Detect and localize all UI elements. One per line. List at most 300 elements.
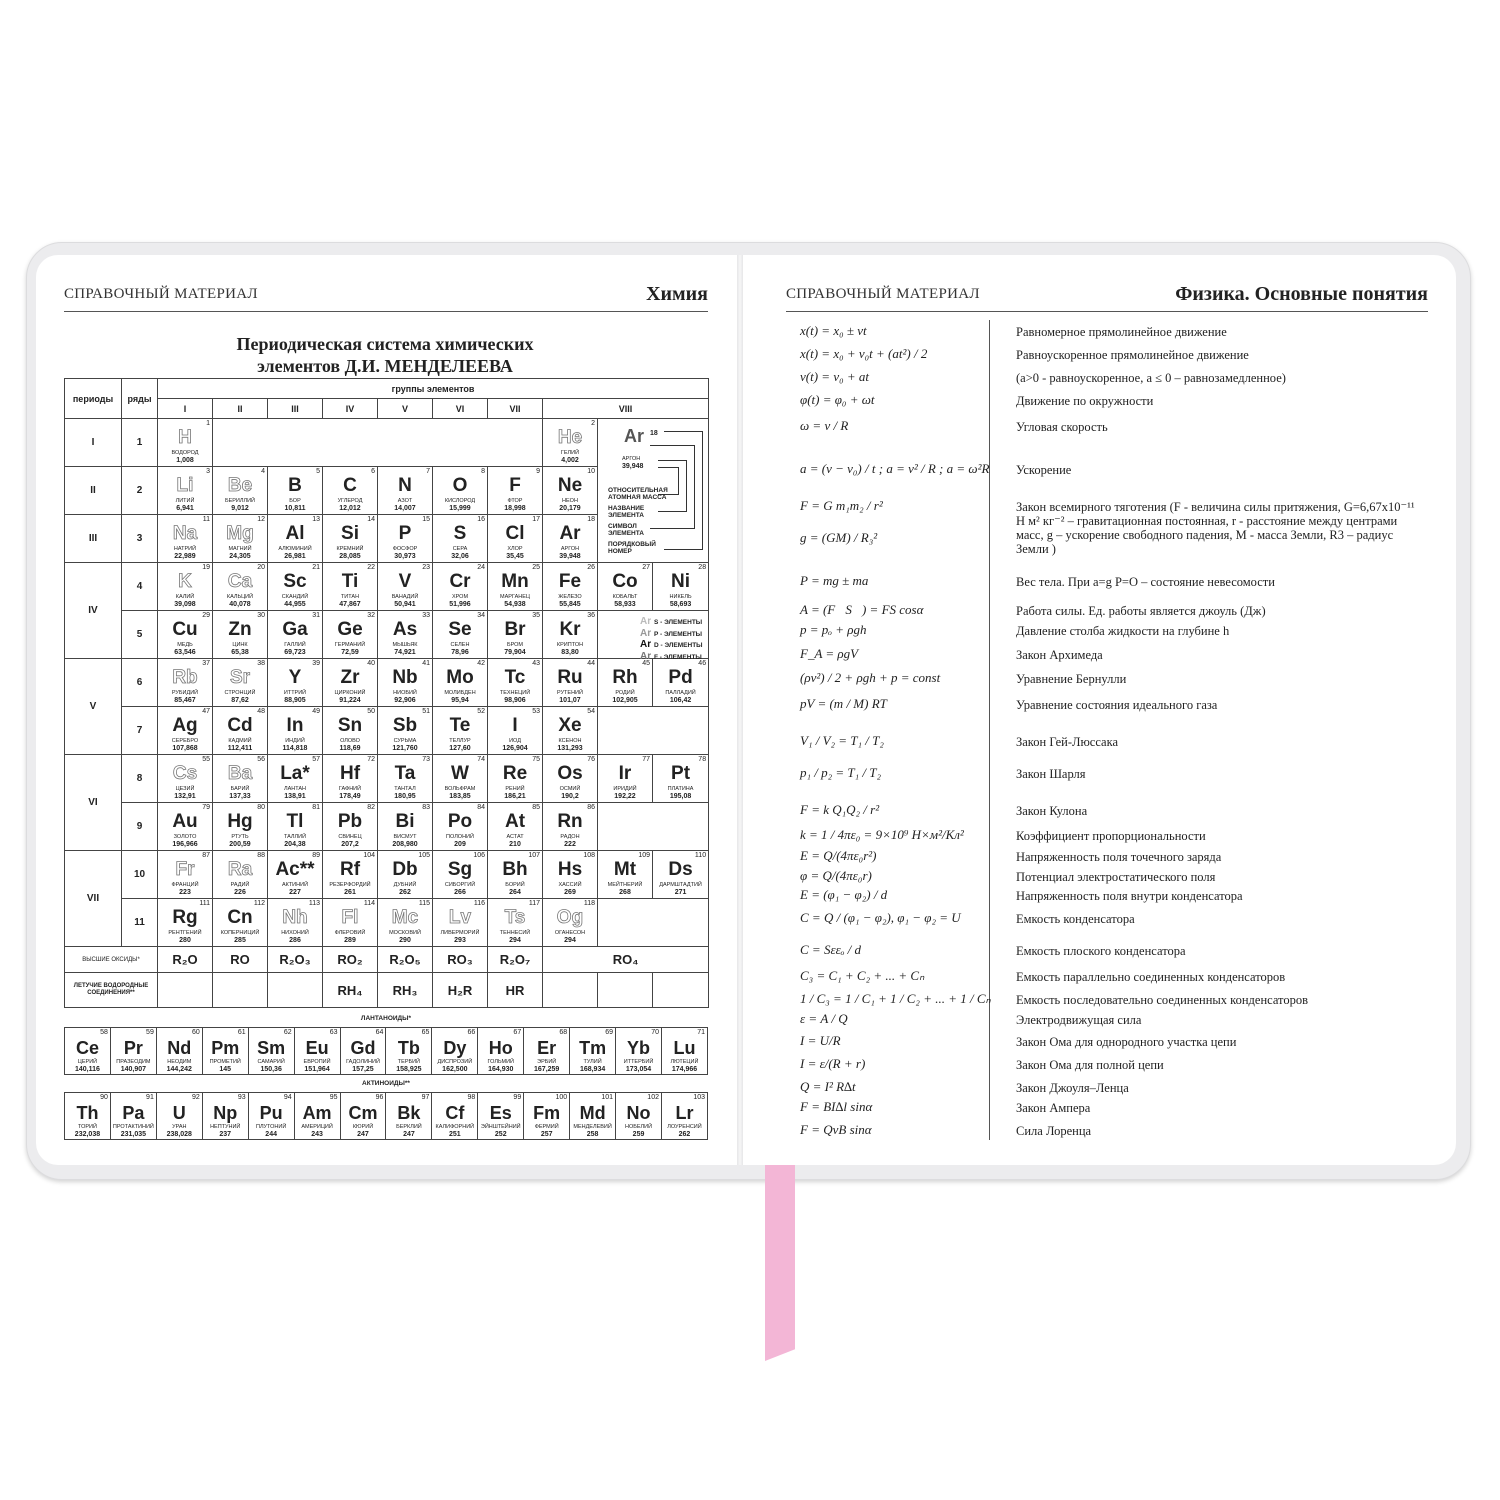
element-symbol: Ca xyxy=(227,571,253,592)
element-cell xyxy=(543,851,598,899)
element-symbol: Np xyxy=(213,1103,238,1123)
element-cell xyxy=(213,707,268,755)
element-symbol: Ho xyxy=(488,1038,513,1058)
row-label: 2 xyxy=(122,467,158,515)
element-cell xyxy=(598,755,653,803)
element-name: ГАДОЛИНИЙ xyxy=(346,1059,380,1065)
element-name: АЛЮМИНИЙ xyxy=(278,546,312,552)
element-mass: 55,845 xyxy=(559,601,581,608)
element-mass: 137,33 xyxy=(229,793,251,800)
type-symbol: Ar xyxy=(640,627,652,639)
element-number: 87 xyxy=(202,852,210,859)
element-cell xyxy=(213,563,268,611)
element-symbol: Gd xyxy=(350,1038,376,1058)
element-name: КСЕНОН xyxy=(558,738,582,744)
type-symbol: Ar xyxy=(640,616,652,627)
periods-header: периоды xyxy=(65,379,122,419)
physics-description: Давление столба жидкости на глубине h xyxy=(1016,624,1230,638)
element-number: 15 xyxy=(422,516,430,523)
physics-formula: p = pₒ + ρgh xyxy=(800,622,867,637)
physics-description: Сила Лоренца xyxy=(1016,1124,1092,1138)
element-box xyxy=(616,1028,661,1074)
element-cell xyxy=(598,563,653,611)
actinides-label: АКТИНОИДЫ** xyxy=(362,1080,410,1087)
physics-formula: 1 / C₃ = 1 / C₁ + 1 / C₂ + ... + 1 / Cₙ xyxy=(800,991,991,1006)
right-section-label: СПРАВОЧНЫЙ МАТЕРИАЛ xyxy=(786,286,980,302)
element-mass: 69,723 xyxy=(284,649,306,656)
left-section-label: СПРАВОЧНЫЙ МАТЕРИАЛ xyxy=(64,286,258,302)
element-cell xyxy=(323,659,378,707)
bookmark-ribbon[interactable] xyxy=(765,1165,795,1361)
element-mass: 107,868 xyxy=(172,745,198,752)
element-mass: 178,49 xyxy=(339,793,361,800)
element-number: 78 xyxy=(698,756,707,763)
element-mass: 251 xyxy=(448,1131,461,1138)
element-mass: 114,818 xyxy=(282,745,308,752)
oxide-formula: RO xyxy=(213,947,268,973)
element-cell xyxy=(378,467,433,515)
element-number: 108 xyxy=(583,852,595,859)
element-symbol: Se xyxy=(448,619,472,640)
right-subject-title: Физика. Основные понятия xyxy=(1175,283,1428,305)
element-box xyxy=(543,851,597,898)
physics-formula: pV = (m / M) RT xyxy=(800,696,887,711)
element-cell xyxy=(323,851,378,899)
element-mass: 24,305 xyxy=(229,553,251,560)
element-cell xyxy=(478,1093,524,1140)
element-mass: 58,693 xyxy=(669,601,692,608)
element-cell xyxy=(378,899,433,947)
element-name: ГЕРМАНИЙ xyxy=(334,642,366,648)
element-number: 12 xyxy=(257,516,265,523)
element-cell xyxy=(378,851,433,899)
element-number: 10 xyxy=(587,468,595,475)
element-symbol: Sg xyxy=(447,859,473,880)
element-number: 34 xyxy=(477,612,485,619)
element-symbol: P xyxy=(398,523,412,544)
element-name: ТОРИЙ xyxy=(77,1124,97,1130)
element-symbol: Sm xyxy=(257,1038,286,1058)
element-number: 89 xyxy=(312,852,320,859)
element-cell xyxy=(158,467,213,515)
element-number: 109 xyxy=(638,852,650,859)
element-number: 47 xyxy=(202,708,210,715)
group-header: I xyxy=(158,399,213,419)
left-subject-title: Химия xyxy=(646,283,708,305)
element-box xyxy=(653,755,708,802)
element-symbol: Cr xyxy=(449,571,471,592)
element-box xyxy=(570,1093,615,1139)
element-box xyxy=(433,707,487,754)
physics-formula: I = ε/(R + r) xyxy=(800,1056,866,1071)
periodic-table-title xyxy=(160,333,610,377)
element-box xyxy=(543,659,597,706)
element-symbol: Fm xyxy=(533,1103,561,1123)
element-name: ТЕЛЛУР xyxy=(449,738,471,744)
element-symbol: Hf xyxy=(339,763,361,784)
element-symbol: Sn xyxy=(337,715,363,736)
element-name: РАДОН xyxy=(560,834,580,840)
element-symbol: Ce xyxy=(75,1038,99,1058)
element-mass: 158,925 xyxy=(396,1066,422,1073)
element-name: ДИСПРОЗИЙ xyxy=(437,1059,473,1065)
physics-formula: (ρv²) / 2 + ρgh + p = const xyxy=(800,670,941,685)
element-name: МАГНИЙ xyxy=(228,546,252,552)
element-number: 56 xyxy=(257,756,265,763)
element-symbol: Pa xyxy=(122,1103,145,1123)
element-number: 114 xyxy=(363,900,375,907)
legend-number: 18 xyxy=(650,430,658,437)
element-symbol: No xyxy=(626,1103,651,1123)
element-name: МЫШЬЯК xyxy=(392,642,418,648)
physics-formula: Q = I² R∆t xyxy=(800,1079,856,1094)
element-symbol: Cn xyxy=(227,907,253,928)
row-label: 11 xyxy=(122,899,158,947)
element-cell xyxy=(213,611,268,659)
element-cell xyxy=(158,899,213,947)
element-box xyxy=(378,659,432,706)
element-number: 41 xyxy=(422,660,430,667)
physics-description: Равноускоренное прямолинейное движение xyxy=(1016,348,1249,362)
hydride-formula xyxy=(158,973,213,1008)
row-label: 10 xyxy=(122,851,158,899)
type-label: F - ЭЛЕМЕНТЫ xyxy=(654,653,702,661)
element-name: ЭЙНШТЕЙНИЙ xyxy=(480,1124,521,1130)
element-mass: 186,21 xyxy=(504,793,526,800)
oxide-formula: RO₃ xyxy=(433,947,488,973)
element-cell xyxy=(432,1028,478,1075)
element-mass: 6,941 xyxy=(176,505,194,512)
element-number: 26 xyxy=(587,564,595,571)
element-mass: 102,905 xyxy=(612,697,638,704)
lanthanides-label: ЛАНТАНОИДЫ* xyxy=(360,1015,412,1022)
physics-description: Закон Шарля xyxy=(1016,767,1086,781)
element-symbol: Pt xyxy=(671,763,691,784)
element-box xyxy=(433,515,487,562)
physics-description: Закон Архимеда xyxy=(1016,648,1103,662)
element-box xyxy=(268,755,322,802)
element-box xyxy=(295,1028,340,1074)
element-mass: 14,007 xyxy=(394,505,416,512)
element-box xyxy=(543,707,597,754)
element-name: ТЕННЕСИЙ xyxy=(499,930,531,936)
element-mass: 95,94 xyxy=(451,697,469,704)
element-box xyxy=(323,563,377,610)
element-name: ЛИТИЙ xyxy=(175,498,195,504)
element-number: 80 xyxy=(257,804,265,811)
hydride-formula xyxy=(268,973,323,1008)
element-box xyxy=(268,467,322,514)
element-number: 6 xyxy=(371,468,375,475)
element-name: МОСКОВИЙ xyxy=(389,930,421,936)
element-symbol: Si xyxy=(341,523,359,544)
element-symbol: Zr xyxy=(340,667,360,688)
element-symbol: Be xyxy=(227,475,253,496)
element-symbol: Fl xyxy=(341,907,359,928)
element-cell xyxy=(570,1093,616,1140)
element-symbol: Lu xyxy=(673,1038,696,1058)
element-box xyxy=(488,611,542,658)
element-number: 35 xyxy=(532,612,540,619)
element-mass: 290 xyxy=(399,937,411,944)
hydride-formula xyxy=(653,973,709,1008)
element-symbol: Yb xyxy=(627,1038,651,1058)
element-box xyxy=(433,899,487,946)
element-name: ХАССИЙ xyxy=(558,882,582,888)
physics-formula: a = (v − v₀) / t ; a = v² / R ; a = ω²R xyxy=(800,461,990,476)
element-box xyxy=(488,755,542,802)
element-number: 39 xyxy=(312,660,320,667)
element-name: КАДМИЙ xyxy=(228,738,252,744)
period-label: II xyxy=(65,467,122,515)
physics-formula: φ(t) = φ₀ + ωt xyxy=(800,392,875,407)
element-name: ЦЕРИЙ xyxy=(77,1059,98,1065)
element-mass: 85,467 xyxy=(174,697,196,704)
element-number: 31 xyxy=(312,612,320,619)
element-number: 46 xyxy=(698,660,707,667)
physics-description: Вес тела. При a=g P=O – состояние невесомости xyxy=(1016,575,1275,589)
element-name: ФЛЕРОВИЙ xyxy=(334,930,366,936)
element-symbol: Zn xyxy=(228,619,252,640)
element-cell xyxy=(433,611,488,659)
element-symbol: Og xyxy=(556,907,584,928)
element-name: ЦИНК xyxy=(232,642,248,648)
element-name: ЦЕЗИЙ xyxy=(175,786,195,792)
element-name: РОДИЙ xyxy=(615,690,635,696)
element-name: ДАРМШТАДТИЙ xyxy=(659,882,702,888)
element-symbol: Cs xyxy=(172,763,198,784)
element-symbol: Mg xyxy=(226,523,254,544)
element-symbol: Br xyxy=(504,619,526,640)
element-name: КОБАЛЬТ xyxy=(612,594,638,600)
element-number: 104 xyxy=(363,852,375,859)
element-cell xyxy=(156,1093,202,1140)
element-symbol: Cl xyxy=(505,523,525,544)
element-mass: 132,91 xyxy=(174,793,196,800)
element-number: 116 xyxy=(473,900,485,907)
element-symbol: O xyxy=(452,475,468,496)
element-name: МЕЙТНЕРИЙ xyxy=(607,882,643,888)
element-mass: 192,22 xyxy=(614,793,636,800)
element-mass: 294 xyxy=(564,937,576,944)
element-symbol: Rn xyxy=(557,811,583,832)
physics-formula: F = QvB sinα xyxy=(800,1122,872,1137)
element-box xyxy=(598,851,652,898)
element-cell xyxy=(543,515,598,563)
type-label: P - ЭЛЕМЕНТЫ xyxy=(654,630,703,638)
element-name: КОПЕРНИЦИЙ xyxy=(220,930,260,936)
element-name: МЕНДЕЛЕВИЙ xyxy=(573,1124,612,1130)
element-symbol: Ru xyxy=(557,667,583,688)
group-header: VI xyxy=(433,399,488,419)
element-mass: 262 xyxy=(678,1131,691,1138)
element-symbol: Te xyxy=(449,715,471,736)
element-number: 53 xyxy=(532,708,540,715)
element-box xyxy=(323,515,377,562)
element-symbol: Sb xyxy=(392,715,418,736)
rows-header: ряды xyxy=(122,379,158,419)
element-number: 65 xyxy=(421,1029,430,1036)
element-number: 99 xyxy=(513,1094,522,1101)
element-cell xyxy=(158,755,213,803)
element-symbol: Mc xyxy=(391,907,419,928)
element-number: 16 xyxy=(477,516,485,523)
element-mass: 98,906 xyxy=(504,697,526,704)
element-box xyxy=(213,899,267,946)
element-number: 83 xyxy=(422,804,430,811)
element-name: МАРГАНЕЦ xyxy=(500,594,530,600)
period-label: VII xyxy=(65,851,122,947)
element-cell xyxy=(488,659,543,707)
element-symbol: K xyxy=(178,571,192,592)
physics-description: Движение по окружности xyxy=(1016,394,1154,408)
element-box xyxy=(268,707,322,754)
element-name: СИБОРГИЙ xyxy=(444,882,476,888)
element-number: 111 xyxy=(199,900,210,907)
element-name: ФЕРМИЙ xyxy=(534,1124,559,1130)
element-box xyxy=(158,419,212,466)
element-mass: 280 xyxy=(179,937,191,944)
element-box xyxy=(570,1028,615,1074)
element-name: ТУЛИЙ xyxy=(583,1059,602,1065)
left-header-rule xyxy=(64,311,708,312)
element-symbol: Er xyxy=(537,1038,557,1058)
element-mass: 261 xyxy=(344,889,356,896)
element-cell xyxy=(294,1028,340,1075)
element-cell xyxy=(158,515,213,563)
element-cell xyxy=(433,851,488,899)
element-number: 77 xyxy=(642,756,650,763)
element-symbol: Ge xyxy=(337,619,363,640)
element-name: СЕРА xyxy=(452,546,468,552)
element-symbol: Po xyxy=(447,811,473,832)
element-name: ИТТРИЙ xyxy=(283,690,307,696)
element-number: 49 xyxy=(312,708,320,715)
element-name: ЛАНТАН xyxy=(283,786,307,792)
physics-formula: F = k Q₁Q₂ / r² xyxy=(800,802,880,817)
element-symbol: S xyxy=(453,523,467,544)
physics-formula: ε = A / Q xyxy=(800,1011,848,1026)
element-cell xyxy=(598,851,653,899)
element-cell xyxy=(661,1093,707,1140)
element-name: НИХОНИЙ xyxy=(281,930,309,936)
element-box xyxy=(323,899,377,946)
element-box xyxy=(158,803,212,850)
element-box xyxy=(488,659,542,706)
element-number: 63 xyxy=(329,1029,338,1036)
element-symbol: At xyxy=(504,811,526,832)
element-cell xyxy=(268,707,323,755)
element-box xyxy=(213,707,267,754)
element-name: ФТОР xyxy=(507,498,523,504)
element-mass: 269 xyxy=(564,889,576,896)
element-symbol: Pd xyxy=(668,667,693,688)
element-symbol: W xyxy=(451,763,469,784)
element-symbol: Nh xyxy=(282,907,308,928)
element-mass: 243 xyxy=(311,1131,323,1138)
physics-description: Закон всемирного тяготения (F - величина силы притяжения, G=6,67x10⁻¹¹ Н м² кг⁻² – гравитационная постоянная, r - расстояние между центрами масс, g – ускорение свободного падения, M - масса Земли, R3 – радиус Земли ) xyxy=(1016,500,1415,556)
element-symbol: Cf xyxy=(445,1103,465,1123)
element-mass: 65,38 xyxy=(231,649,249,656)
element-cell xyxy=(488,899,543,947)
element-mass: 58,933 xyxy=(614,601,636,608)
element-name: ГАЛЛИЙ xyxy=(284,642,306,648)
element-box xyxy=(478,1093,523,1139)
element-cell xyxy=(268,803,323,851)
element-cell xyxy=(488,755,543,803)
element-symbol: Tb xyxy=(397,1038,420,1058)
element-mass: 138,91 xyxy=(284,793,306,800)
physics-formula: ω = v / R xyxy=(800,418,849,433)
element-cell xyxy=(323,515,378,563)
element-box xyxy=(433,563,487,610)
element-number: 105 xyxy=(418,852,430,859)
element-mass: 180,95 xyxy=(394,793,416,800)
element-name: ЛИВЕРМОРИЙ xyxy=(440,930,480,936)
element-mass: 200,59 xyxy=(229,841,251,848)
element-number: 28 xyxy=(698,564,707,571)
element-mass: 293 xyxy=(454,937,466,944)
groups-header: группы элементов xyxy=(158,379,709,399)
element-box xyxy=(158,899,212,946)
element-mass: 101,07 xyxy=(559,697,581,704)
element-number: 86 xyxy=(587,804,595,811)
physics-formula: F = G m₁m₂ / r² xyxy=(800,498,883,513)
element-name: ТЕРБИЙ xyxy=(397,1059,421,1065)
element-box xyxy=(433,851,487,898)
element-cell xyxy=(323,803,378,851)
element-symbol: Os xyxy=(557,763,583,784)
formula-column-divider xyxy=(989,320,990,1140)
element-number: 43 xyxy=(532,660,540,667)
element-cell xyxy=(433,707,488,755)
element-symbol: Xe xyxy=(558,715,582,736)
element-cell xyxy=(653,851,709,899)
element-box xyxy=(268,851,322,898)
element-box xyxy=(268,611,322,658)
group-header: VII xyxy=(488,399,543,419)
element-cell xyxy=(433,659,488,707)
element-number: 106 xyxy=(473,852,485,859)
element-symbol: Eu xyxy=(305,1038,329,1058)
element-name: НОБЕЛИЙ xyxy=(625,1124,653,1130)
element-mass: 289 xyxy=(344,937,356,944)
element-box xyxy=(268,803,322,850)
element-symbol: Ba xyxy=(227,763,253,784)
element-number: 117 xyxy=(528,900,540,907)
element-symbol: Li xyxy=(176,475,194,496)
empty-cell xyxy=(598,899,709,947)
legend-label-number: ПОРЯДКОВЫЙ НОМЕР xyxy=(608,541,656,555)
element-cell xyxy=(340,1093,386,1140)
element-mass: 78,96 xyxy=(451,649,469,656)
element-mass: 294 xyxy=(509,937,521,944)
element-number: 58 xyxy=(100,1029,108,1036)
element-name: ВИСМУТ xyxy=(393,834,417,840)
element-mass: 9,012 xyxy=(231,505,249,512)
element-mass: 15,999 xyxy=(449,505,471,512)
element-mass: 168,934 xyxy=(579,1066,606,1073)
element-name: ПЛАТИНА xyxy=(667,786,694,792)
element-name: АСТАТ xyxy=(506,834,524,840)
legend-label-mass: ОТНОСИТЕЛЬНАЯ АТОМНАЯ МАССА xyxy=(608,487,668,501)
element-cell xyxy=(268,755,323,803)
element-name: ФРАНЦИЙ xyxy=(171,882,199,888)
element-number: 92 xyxy=(191,1094,200,1101)
element-types-key xyxy=(640,617,703,663)
element-cell xyxy=(478,1028,524,1075)
element-box xyxy=(157,1028,202,1074)
